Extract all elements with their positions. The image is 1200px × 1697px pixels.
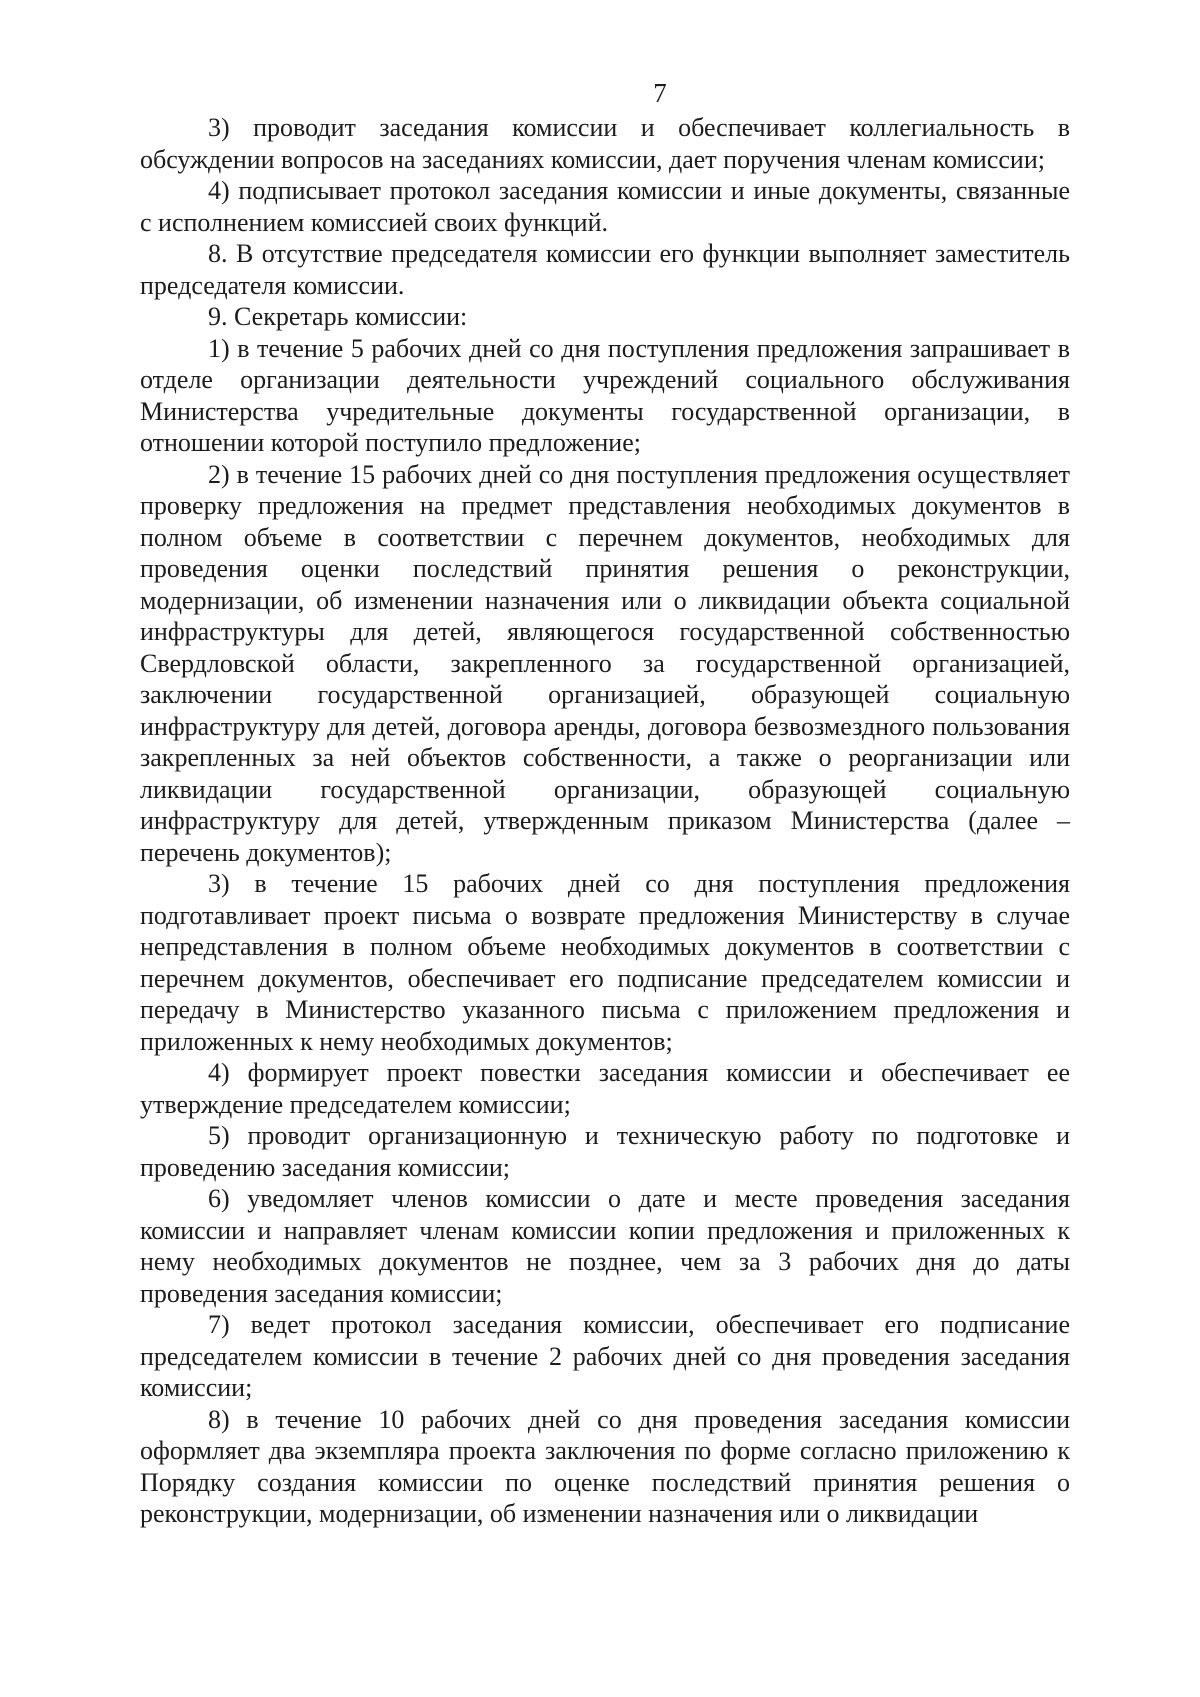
paragraph-secretary-item-2: 2) в течение 15 рабочих дней со дня поступления предложения осуществляет проверку предложения на предмет представления необходимых документов в полном объеме в соответствии с перечнем документов, необходимых для проведения оценки последствий принятия решения о реконструкции, модернизации, об изменении назначения или о ликвидации объекта социальной инфраструктуры для детей, являющегося государственной собственностью Свердловской области, закрепленного за государственной организацией, заключении государственной организацией, образующей социальную инфраструктуру для детей, договора аренды, договора безвозмездного пользования закрепленных за ней объектов собственности, а также о реорганизации или ликвидации государственной организации, образующей социальную инфраструктуру для детей, утвержденным приказом Министерства (далее – перечень документов);: [140, 459, 1070, 867]
paragraph-secretary-item-6: 6) уведомляет членов комиссии о дате и месте проведения заседания комиссии и направляет членам комиссии копии предложения и приложенных к нему необходимых документов не позднее, чем за 3 рабочих дня до даты проведения заседания комиссии;: [140, 1184, 1070, 1308]
document-body: [140, 112, 1070, 1530]
paragraph-clause-9-secretary-heading: 9. Секретарь комиссии:: [208, 302, 468, 331]
paragraph-secretary-item-3: 3) в течение 15 рабочих дней со дня поступления предложения подготавливает проект письма о возврате предложения Министерству в случае непредставления в полном объеме необходимых документов в соответствии с перечнем документов, обеспечивает его подписание председателем комиссии и передачу в Министерство указанного письма с приложением предложения и приложенных к нему необходимых документов;: [140, 869, 1070, 1056]
page-number: 7: [653, 78, 667, 108]
paragraph-secretary-item-7: 7) ведет протокол заседания комиссии, обеспечивает его подписание председателем комиссии в течение 2 рабочих дней со дня проведения заседания комиссии;: [140, 1310, 1070, 1402]
paragraph-item-3-chair-conducts-meetings: 3) проводит заседания комиссии и обеспечивает коллегиальность в обсуждении вопросов на заседаниях комиссии, дает поручения членам комиссии;: [140, 113, 1070, 174]
paragraph-secretary-item-1: 1) в течение 5 рабочих дней со дня поступления предложения запрашивает в отделе организации деятельности учреждений социального обслуживания Министерства учредительные документы государственной организации, в отношении которой поступило предложение;: [140, 333, 1070, 457]
paragraph-clause-8-deputy-chair: 8. В отсутствие председателя комиссии его функции выполняет заместитель председателя комиссии.: [140, 239, 1070, 300]
paragraph-secretary-item-8: 8) в течение 10 рабочих дней со дня проведения заседания комиссии оформляет два экземпляра проекта заключения по форме согласно приложению к Порядку создания комиссии по оценке последствий принятия решения о реконструкции, модернизации, об изменении назначения или о ликвидации: [140, 1404, 1070, 1528]
paragraph-item-4-chair-signs-protocol: 4) подписывает протокол заседания комиссии и иные документы, связанные с исполнением комиссией своих функций.: [140, 176, 1070, 237]
paragraph-secretary-item-4: 4) формирует проект повестки заседания комиссии и обеспечивает ее утверждение председателем комиссии;: [140, 1058, 1070, 1119]
paragraph-secretary-item-5: 5) проводит организационную и техническую работу по подготовке и проведению заседания комиссии;: [140, 1121, 1070, 1182]
